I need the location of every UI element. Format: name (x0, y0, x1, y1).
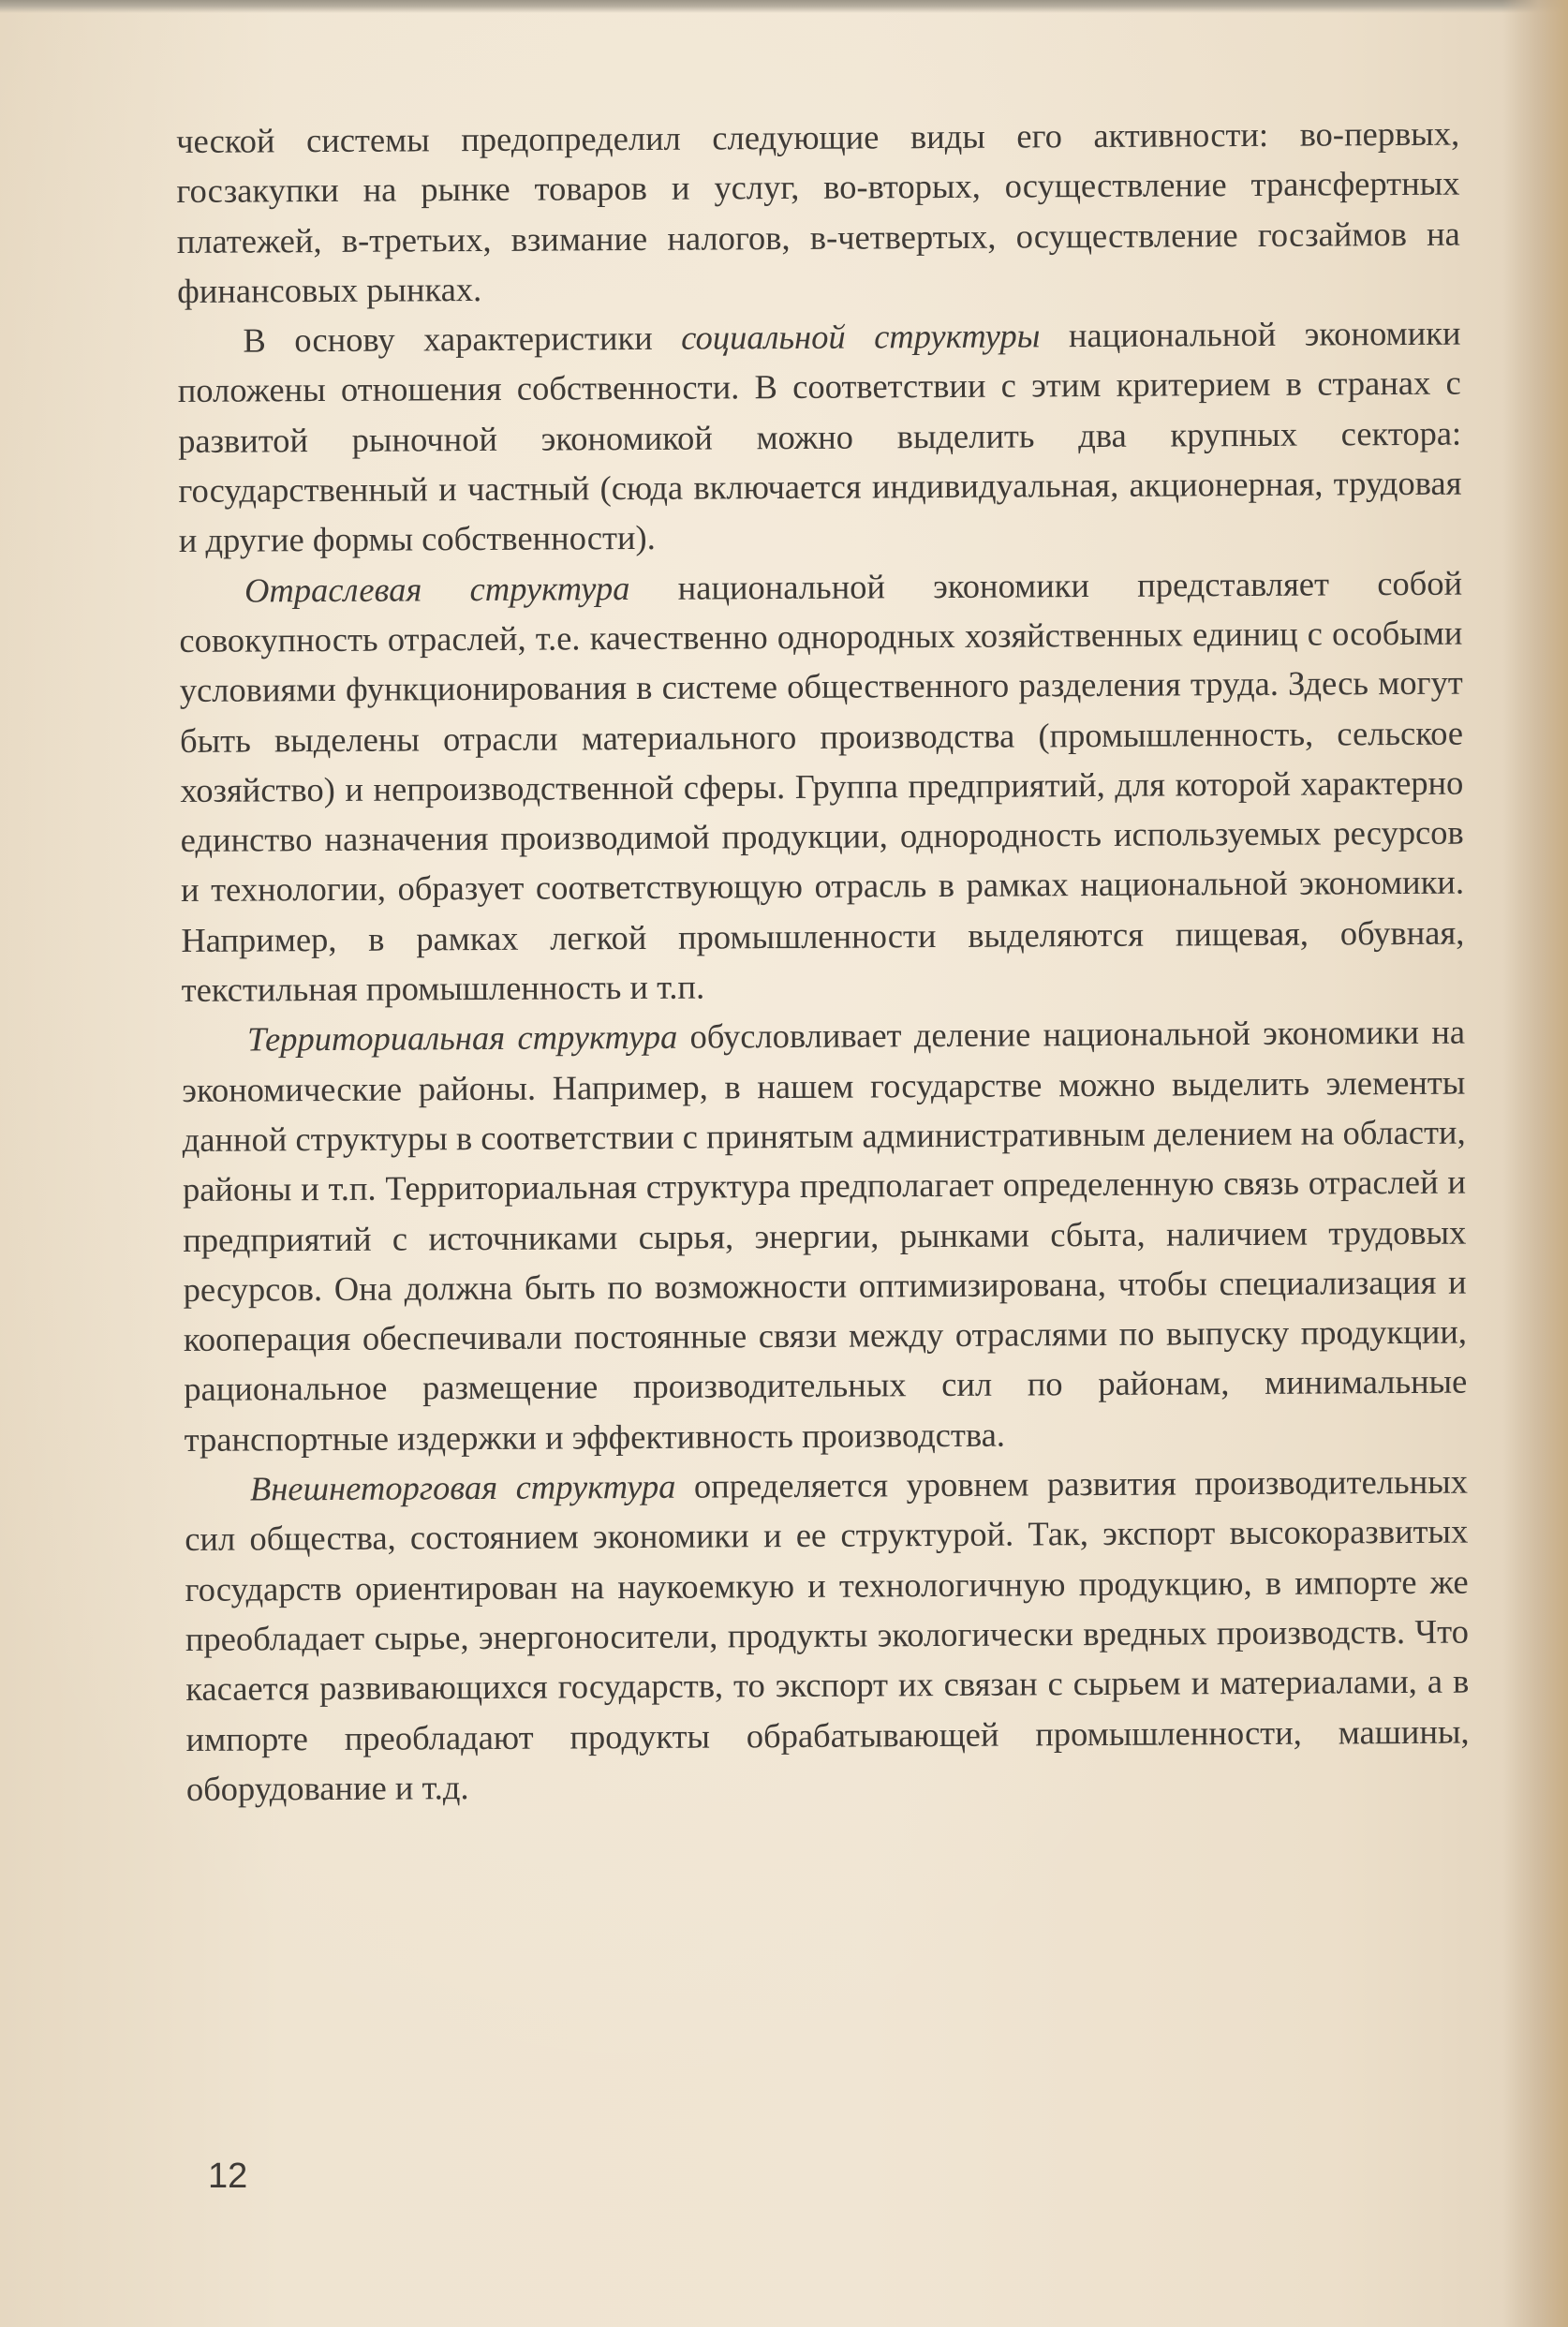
term-sector-structure: Отраслевая структура (244, 568, 630, 610)
term-social-structure: социальной структуры (681, 316, 1041, 357)
page-binding-shadow (1502, 0, 1568, 2327)
paragraph-lead: В основу характеристики (243, 318, 682, 360)
paragraph-text: национальной экономики положены отношения собственности. В соответствии с этим критерием в странах с развитой рыночной экономикой можно выделить два крупных сектора: государственный и частный (сюда включается индивидуальная, акционерная, трудовая и другие формы собственности). (177, 313, 1462, 560)
page-number: 12 (208, 2157, 248, 2196)
paragraph-text: национальной экономики представляет собой совокупность отраслей, т.е. качественно однородных хозяйственных единиц с особыми условиями функционирования в системе общественного разделения труда. Здесь могут быть выделены отрасли материального производства (промышленность, сельское хозяйство) и непроизводственной сферы. Группа предприятий, для которой характерно единство назначения производимой продукции, однородность используемых ресурсов и технологии, образует соответствующую отрасль в рамках национальной экономики. Например, в рамках легкой промышленности выделяются пищевая, обувная, текстильная промышленность и т.п. (179, 563, 1465, 1010)
term-foreign-trade-structure: Внешнеторговая структура (249, 1466, 676, 1508)
paragraph-social-structure (177, 308, 1462, 566)
body-text (176, 109, 1470, 1814)
page-top-edge (0, 0, 1568, 13)
paragraph-text: обусловливает деление национальной экономики на экономические районы. Например, в нашем государстве можно выделить элементы данной структуры в соответствии с принятым административным делением на области, районы и т.п. Территориальная структура предполагает определенную связь отраслей и предприятий с источниками сырья, энергии, рынками сбыта, наличием трудовых ресурсов. Она должна быть по возможности оптимизирована, чтобы специализация и кооперация обеспечивали постоянные связи между отраслями по выпуску продукции, рациональное размещение производительных сил по районам, минимальные транспортные издержки и эффективность производства. (182, 1012, 1468, 1459)
paragraph-text: ческой системы предопределил следующие виды его активности: во-первых, госзакупки на рынке товаров и услуг, во-вторых, осуществление трансфертных платежей, в-третьих, взимание налогов, в-четвертых, осуществление госзаймов на финансовых рынках. (176, 113, 1460, 310)
paragraph-sector-structure (179, 557, 1465, 1015)
paragraph-territorial-structure (182, 1007, 1468, 1464)
term-territorial-structure: Территориальная структура (246, 1017, 678, 1059)
paragraph-foreign-trade-structure (185, 1457, 1470, 1814)
paragraph-text: определяется уровнем развития производительных сил общества, состоянием экономики и ее структурой. Так, экспорт высокоразвитых государств ориентирован на наукоемкую и технологичную продукцию, в импорте же преобладает сырье, энергоносители, продукты экологически вредных производств. Что касается развивающихся государств, то экспорт их связан с сырьем и материалами, а в импорте преобладают продукты обрабатывающей промышленности, машины, оборудование и т.д. (185, 1461, 1470, 1808)
paragraph-continuation (176, 109, 1460, 317)
